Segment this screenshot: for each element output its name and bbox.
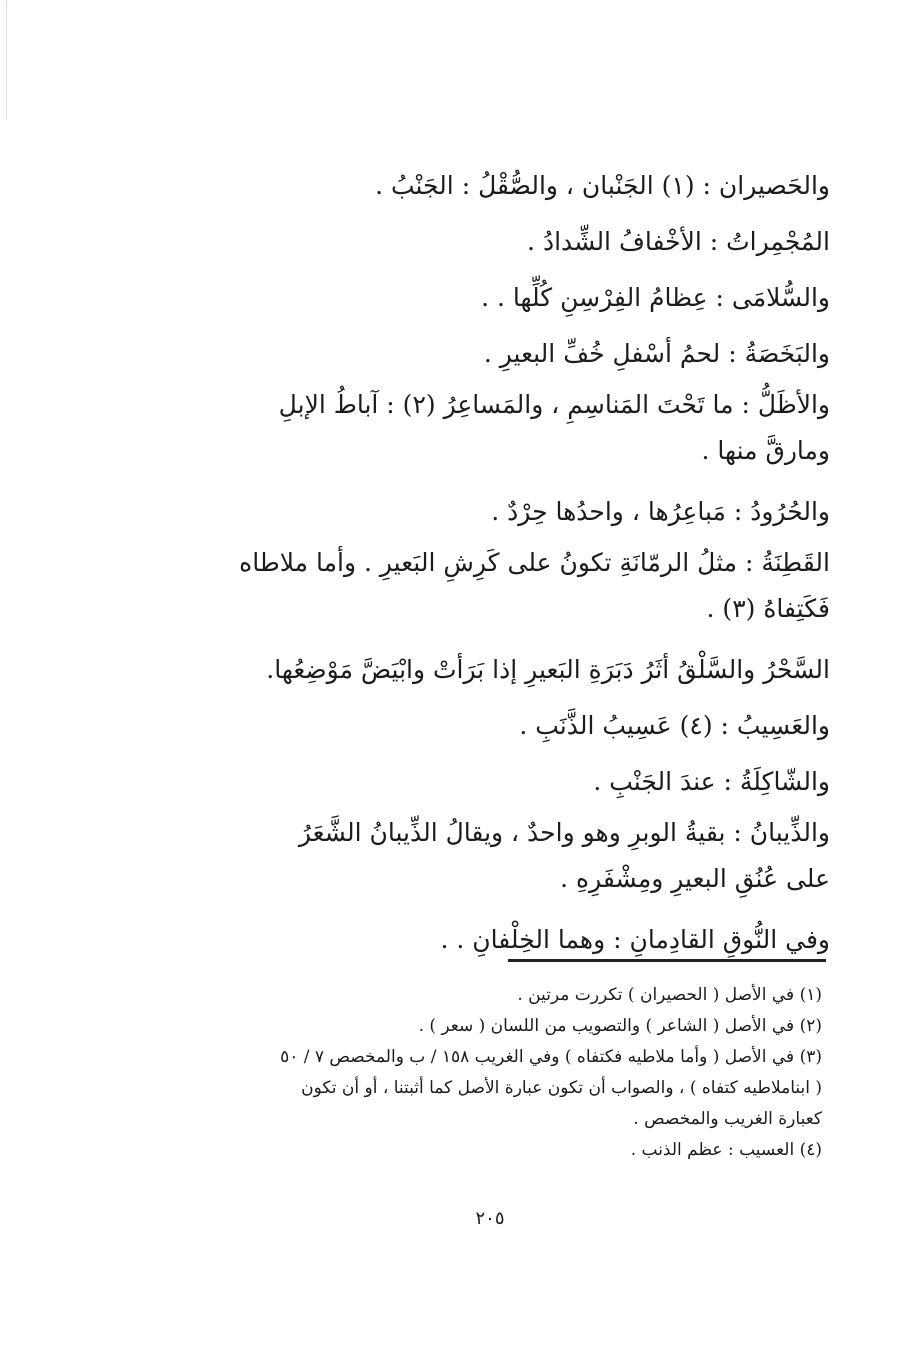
entry-line-continuation: فَكَتِفاهُ (٣) .: [706, 594, 830, 623]
main-text-body: [210, 158, 830, 968]
entry-line: والأظَلُّ : ما تَحْتَ المَناسِمِ ، والمَساعِرُ (٢) : آباطُ الإبلِ: [278, 390, 830, 419]
entry-line-continuation: ومارقَّ منها .: [701, 436, 830, 465]
entry-line: والحَصيران : (١) الجَنْبان ، والصُّقْلُ : الجَنْبُ .: [375, 171, 830, 200]
scan-edge-marks: [6, 0, 19, 120]
page-number: ٢٠٥: [475, 1208, 505, 1229]
footnote: (١) في الأصل ( الحصيران ) تكررت مرتين .: [517, 985, 822, 1005]
entry-line: السَّحْرُ والسَّلْقُ أثَرُ دَبَرَةِ البَعيرِ إذا بَرَأتْ وابْيَضَّ مَوْضِعُها.: [266, 655, 830, 684]
footnotes: [212, 980, 822, 1166]
entry-line-continuation: على عُنُقِ البعيرِ ومِشْفَرِهِ .: [560, 864, 830, 893]
footnote-continuation: كعبارة الغريب والمخصص .: [633, 1109, 822, 1129]
entry-line: والشّاكِلَةُ : عندَ الجَنْبِ .: [593, 767, 830, 796]
entry-line: والحُرُودُ : مَباعِرُها ، واحدُها حِرْدٌ .: [491, 497, 830, 526]
entry-line: والبَخَصَةُ : لحمُ أسْفلِ خُفِّ البعيرِ .: [483, 339, 830, 368]
footnote: (٤) العسيب : عظم الذنب .: [630, 1140, 822, 1160]
entry-line: وفي النُّوقِ القادِمانِ : وهما الخِلْفانِ . .: [440, 925, 830, 954]
entry-line: والسُّلامَى : عِظامُ الفِرْسِنِ كُلِّها . .: [481, 283, 830, 312]
entry-line: القَطِنَةُ : مثلُ الرمّانَةِ تكونُ على كَرِشِ البَعيرِ . وأما ملاطاه: [239, 548, 830, 577]
entry-line: والعَسِيبُ : (٤) عَسِيبُ الذَّنَبِ .: [519, 711, 830, 740]
footnote: (٢) في الأصل ( الشاعر ) والتصويب من اللسان ( سعر ) .: [418, 1016, 822, 1036]
footnote: (٣) في الأصل ( وأما ملاطيه فكتفاه ) وفي الغريب ١٥٨ / ب والمخصص ٧ / ٥٠: [280, 1047, 822, 1067]
entry-line: المُجْمِراتُ : الأخْفافُ الشِّدادُ .: [527, 227, 830, 256]
footnote-continuation: ( ابناملاطيه كتفاه ) ، والصواب أن تكون عبارة الأصل كما أثبتنا ، أو أن تكون: [301, 1078, 822, 1098]
footnote-divider: [508, 959, 826, 962]
entry-line: والذِّيبانُ : بقيةُ الوبرِ وهو واحدٌ ، ويقالُ الذِّيبانُ الشَّعَرُ: [298, 818, 830, 847]
